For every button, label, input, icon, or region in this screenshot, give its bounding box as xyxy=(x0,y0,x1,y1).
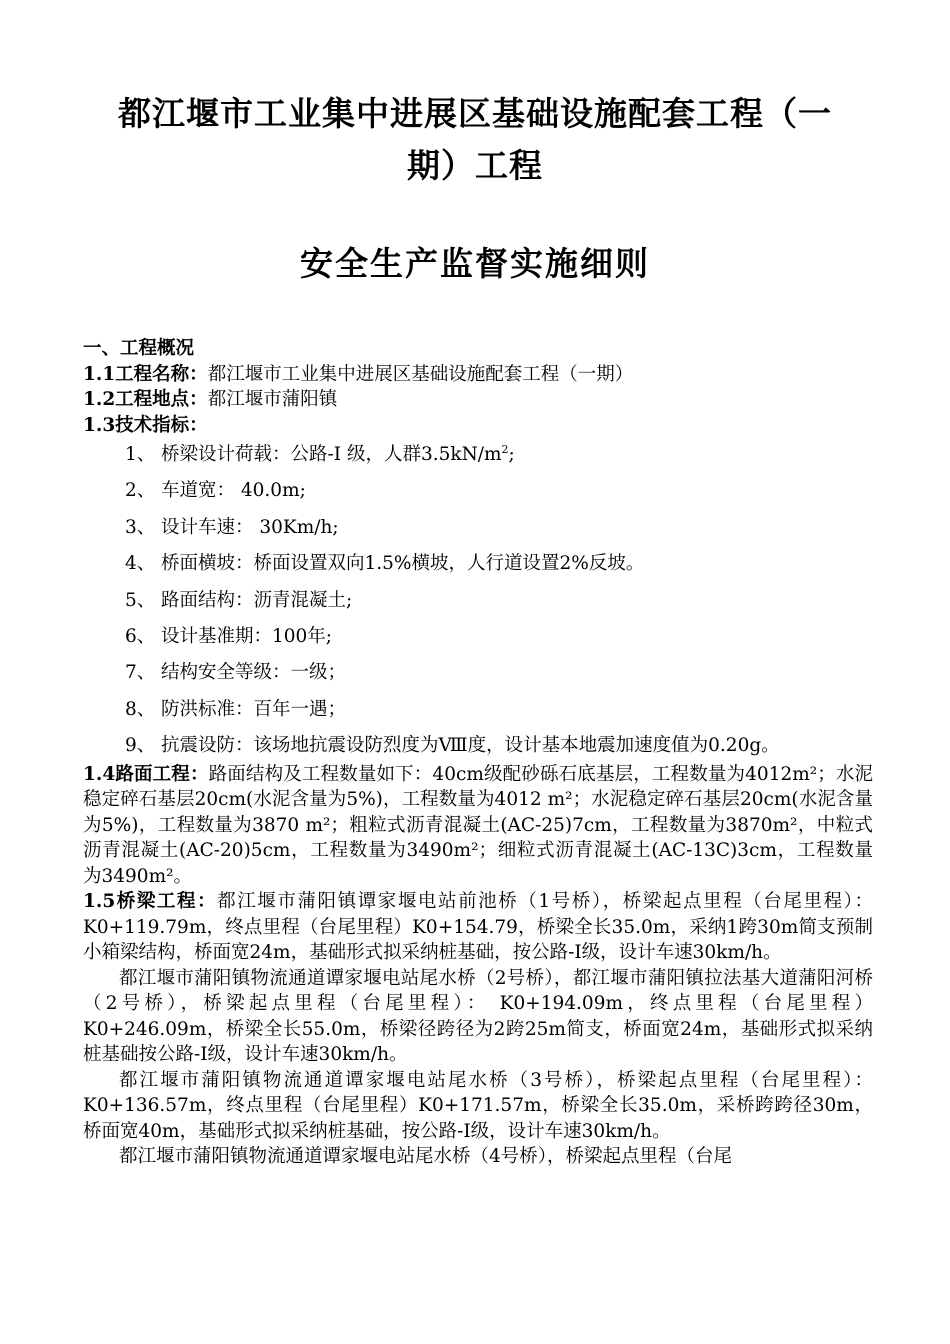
list-item xyxy=(125,551,873,577)
document-subtitle: 安全生产监督实施细则 xyxy=(300,244,650,283)
road-works-text: 路面结构及工程数量如下：40cm级配砂砾石底基层，工程数量为4012m²；水泥稳定碎石基层20cm(水泥含量为5%)，工程数量为4012 m²；水泥稳定碎石基层20cm(水泥含量为5%)，工程数量为3870 m²；粗粒式沥青混凝土(AC-25)7cm，工程数量为3870m²，中粒式沥青混凝土(AC-20)5cm，工程数量为3490m²；细粒式沥青混凝土(AC-13C)3cm，工程数量为3490m²。 xyxy=(83,763,873,887)
list-item-text: 路面结构：沥青混凝土; xyxy=(161,589,353,611)
list-item-text: 桥面横坡：桥面设置双向1.5%横坡，人行道设置2%反坡。 xyxy=(161,553,645,575)
bridge-4-paragraph: 都江堰市蒲阳镇物流通道谭家堰电站尾水桥（4号桥），桥梁起点里程（台尾 xyxy=(119,1146,733,1168)
list-item xyxy=(125,697,873,723)
list-item-number: 1、 xyxy=(125,444,156,465)
project-location-value: 都江堰市蒲阳镇 xyxy=(207,389,338,410)
list-item-number: 4、 xyxy=(125,553,156,575)
tech-indicators-label: 1.3技术指标： xyxy=(83,414,208,436)
list-item xyxy=(125,588,873,614)
tech-indicators-list xyxy=(83,442,873,759)
document-title xyxy=(90,88,860,192)
list-item-number: 5、 xyxy=(125,589,156,611)
project-name-value: 都江堰市工业集中进展区基础设施配套工程（一期） xyxy=(207,363,634,385)
list-item-number: 6、 xyxy=(125,625,156,647)
list-item-number: 3、 xyxy=(125,516,156,538)
list-item-number: 9、 xyxy=(125,735,156,757)
list-item-text: 设计车速： 30Km/h; xyxy=(161,516,339,538)
bridge-3-paragraph: 都江堰市蒲阳镇物流通道谭家堰电站尾水桥（3号桥），桥梁起点里程（台尾里程）：K0+136.57m，终点里程（台尾里程）K0+171.57m，桥梁全长35.0m，采桥跨跨径30m，桥面宽40m，基础形式拟采纳桩基础，按公路-I级，设计车速30km/h。 xyxy=(83,1069,873,1142)
project-name-line xyxy=(83,362,873,388)
list-item-number: 8、 xyxy=(125,698,156,720)
list-item xyxy=(125,624,873,650)
title-line-2: 期）工程 xyxy=(407,146,543,185)
list-item-text: 车道宽： 40.0m; xyxy=(161,480,306,502)
list-item-number: 2、 xyxy=(125,480,156,502)
bridge-2-paragraph: 都江堰市蒲阳镇物流通道谭家堰电站尾水桥（2号桥），都江堰市蒲阳镇拉法基大道蒲阳河桥（2号桥），桥梁起点里程（台尾里程）： K0+194.09m，终点里程（台尾里程）K0+246.09m，桥梁全长55.0m，桥梁径跨径为2跨25m简支，桥面宽24m，基础形式拟采纳桩基础按公路-I级，设计车速30km/h。 xyxy=(83,967,873,1066)
title-line-1: 都江堰市工业集中进展区基础设施配套工程（一 xyxy=(118,94,832,133)
bridge-works-text: 都江堰市蒲阳镇谭家堰电站前池桥（1号桥），桥梁起点里程（台尾里程）：K0+119.79m，终点里程（台尾里程）K0+154.79，桥梁全长35.0m，采纳1跨30m简支预制小箱梁结构，桥面宽24m，基础形式拟采纳桩基础，按公路-I级，设计车速30km/h。 xyxy=(83,891,873,964)
list-item-text: 防洪标准：百年一遇； xyxy=(161,698,347,720)
bridge-works-label: 1.5桥梁工程： xyxy=(83,891,218,913)
list-item xyxy=(125,515,873,541)
section-heading: 一、工程概况 xyxy=(83,338,195,359)
list-item xyxy=(125,733,873,759)
list-item-text: 抗震设防：该场地抗震设防烈度为Ⅷ度，设计基本地震加速度值为0.20g。 xyxy=(161,735,780,757)
list-item-text: 结构安全等级：一级； xyxy=(161,662,347,684)
document-body xyxy=(83,336,873,1170)
project-name-label: 1.1工程名称： xyxy=(83,363,208,385)
list-item-number: 7、 xyxy=(125,662,156,684)
list-item-text: 设计基准期：100年; xyxy=(161,625,333,647)
list-item xyxy=(125,660,873,686)
road-works-paragraph xyxy=(83,762,873,890)
road-works-label: 1.4路面工程： xyxy=(83,763,209,785)
list-item-text: 桥梁设计荷载：公路-Ⅰ 级，人群$3.5kN/m^2$; xyxy=(161,442,515,465)
bridge-works-paragraph xyxy=(83,889,873,966)
list-item xyxy=(125,478,873,504)
project-location-label: 1.2工程地点： xyxy=(83,389,208,410)
list-item xyxy=(125,442,873,468)
project-location-line xyxy=(83,387,873,413)
